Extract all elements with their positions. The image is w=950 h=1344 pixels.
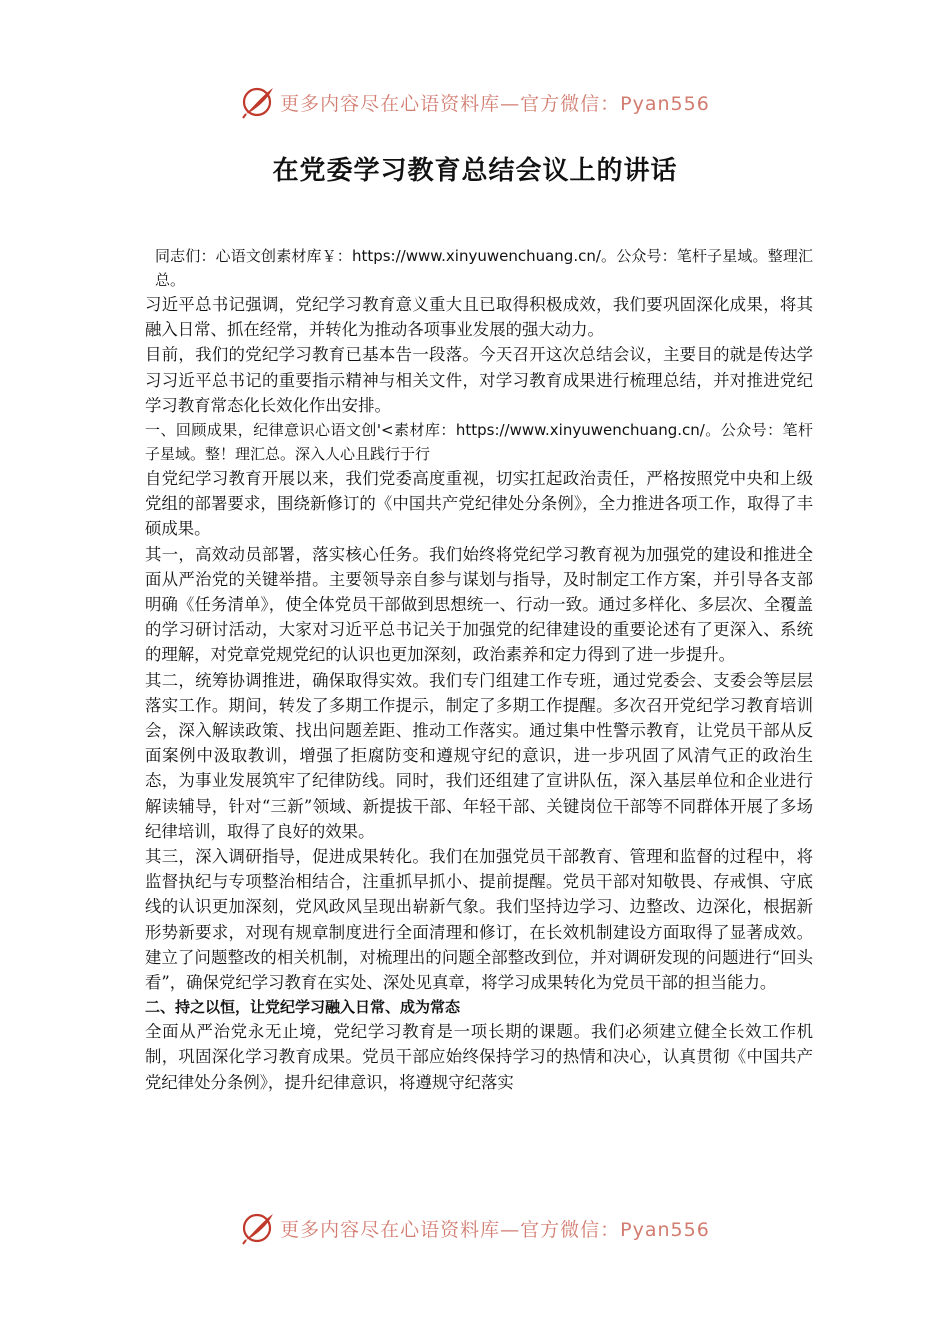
header-banner xyxy=(0,82,950,122)
section-1-heading: 一、回顾成果，纪律意识心语文创'<素材库：https://www.xinyuwenchuang.cn/。公众号：笔杆子星域。整！理汇总。深入人心且践行于行 xyxy=(145,421,813,464)
greeting: 同志们：心语文创素材库￥：https://www.xinyuwenchuang.cn/。公众号：笔杆子星域。整理汇总。 xyxy=(155,247,813,289)
footer-banner xyxy=(0,1208,950,1248)
section-2-heading: 二、持之以恒，让党纪学习融入日常、成为常态 xyxy=(145,998,461,1017)
quill-logo-icon xyxy=(240,84,276,120)
section-1-paragraph: 其一，高效动员部署，落实核心任务。我们始终将党纪学习教育视为加强党的建设和推进全面从严治党的关键举措。主要领导亲自参与谋划与指导，及时制定工作方案，并引导各支部明确《任务清单》，使全体党员干部做到思想统一、行动一致。通过多样化、多层次、全覆盖的学习研讨活动，大家对习近平总书记关于加强党的纪律建设的重要论述有了更深入、系统的理解，对党章党规党纪的认识也更加深刻，政治素养和定力得到了进一步提升。 xyxy=(145,544,813,665)
quill-logo-icon xyxy=(240,1210,276,1246)
document-title: 在党委学习教育总结会议上的讲话 xyxy=(272,156,678,186)
intro-paragraph-2: 目前，我们的党纪学习教育已基本告一段落。今天召开这次总结会议，主要目的就是传达学习习近平总书记的重要指示精神与相关文件，对学习教育成果进行梳理总结，并对推进党纪学习教育常态化长效化作出安排。 xyxy=(145,345,813,415)
document-body xyxy=(145,244,813,1095)
banner-text: 更多内容尽在心语资料库—官方微信：Pyan556 xyxy=(280,1218,710,1241)
section-1-paragraph: 其二，统筹协调推进，确保取得实效。我们专门组建工作专班，通过党委会、支委会等层层落实工作。期间，转发了多期工作提示，制定了多期工作提醒。多次召开党纪学习教育培训会，深入解读政策、找出问题差距、推动工作落实。通过集中性警示教育，让党员干部从反面案例中汲取教训，增强了拒腐防变和遵规守纪的意识，进一步巩固了风清气正的政治生态，为事业发展筑牢了纪律防线。同时，我们还组建了宣讲队伍，深入基层单位和企业进行解读辅导，针对“三新”领域、新提拔干部、年轻干部、关键岗位干部等不同群体开展了多场纪律培训，取得了良好的效果。 xyxy=(145,670,813,841)
section-1-paragraph: 自党纪学习教育开展以来，我们党委高度重视，切实扛起政治责任，严格按照党中央和上级党组的部署要求，围绕新修订的《中国共产党纪律处分条例》，全力推进各项工作，取得了丰硕成果。 xyxy=(145,469,813,539)
intro-paragraph-1: 习近平总书记强调，党纪学习教育意义重大且已取得积极成效，我们要巩固深化成果，将其融入日常、抓在经常，并转化为推动各项事业发展的强大动力。 xyxy=(145,295,813,340)
section-2-paragraph: 全面从严治党永无止境，党纪学习教育是一项长期的课题。我们必须建立健全长效工作机制，巩固深化学习教育成果。党员干部应始终保持学习的热情和决心，认真贯彻《中国共产党纪律处分条例》，提升纪律意识，将遵规守纪落实 xyxy=(145,1022,813,1092)
section-1-paragraph: 其三，深入调研指导，促进成果转化。我们在加强党员干部教育、管理和监督的过程中，将监督执纪与专项整治相结合，注重抓早抓小、提前提醒。党员干部对知敬畏、存戒惧、守底线的认识更加深刻，党风政风呈现出崭新气象。我们坚持边学习、边整改、边深化，根据新形势新要求，对现有规章制度进行全面清理和修订，在长效机制建设方面取得了显著成效。建立了问题整改的相关机制，对梳理出的问题全部整改到位，并对调研发现的问题进行“回头看”，确保党纪学习教育在实处、深处见真章，将学习成果转化为党员干部的担当能力。 xyxy=(145,847,813,993)
banner-text: 更多内容尽在心语资料库—官方微信：Pyan556 xyxy=(280,92,710,115)
